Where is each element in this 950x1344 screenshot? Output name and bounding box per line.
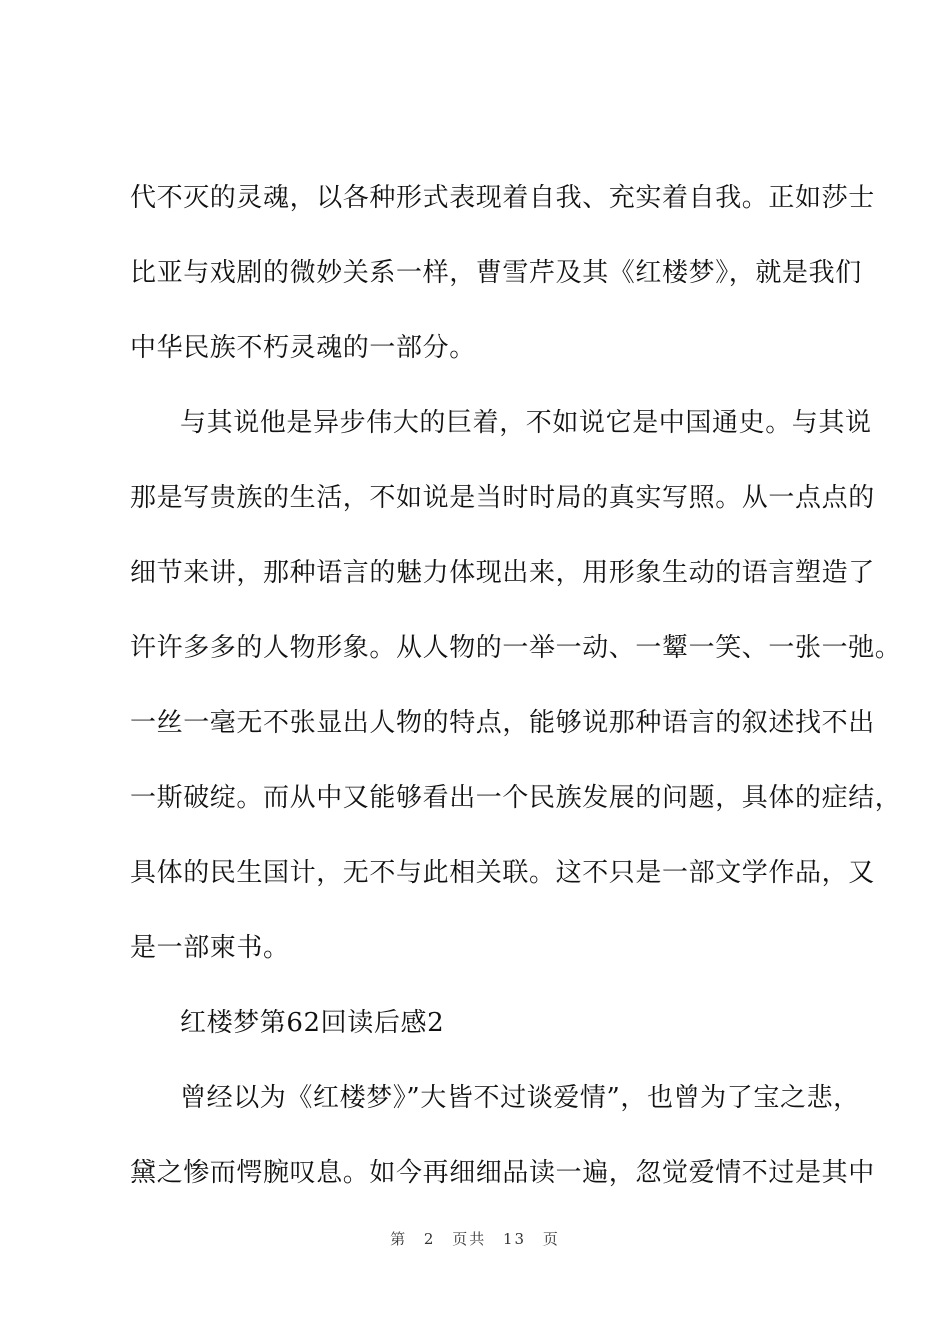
text-line: 那是写贵族的生活，不如说是当时时局的真实写照。从一点点的 [130,483,875,513]
text-line: 与其说他是异步伟大的巨着，不如说它是中国通史。与其说 [180,408,872,438]
text-line: 是一部柬书。 [130,933,290,963]
footer-prefix: 第 [390,1230,408,1248]
text-line: 具体的民生国计，无不与此相关联。这不只是一部文学作品，又 [130,858,875,888]
footer-page-number: 2 [423,1230,436,1248]
page-footer [0,1228,950,1249]
section-heading: 红楼梦第62回读后感2 [180,1008,445,1038]
text-line: 黛之惨而愕腕叹息。如今再细细品读一遍，忽觉爱情不过是其中 [130,1158,875,1188]
text-line: 细节来讲，那种语言的魅力体现出来，用形象生动的语言塑造了 [130,558,875,588]
footer-suffix: 页 [542,1230,560,1248]
text-line: 比亚与戏剧的微妙关系一样，曹雪芹及其《红楼梦》，就是我们 [130,258,862,288]
text-line: 曾经以为《红楼梦》”大皆不过谈爱情”，也曾为了宝之悲， [180,1083,860,1113]
footer-total-pages: 13 [503,1230,527,1248]
footer-middle: 页共 [452,1230,487,1248]
text-line: 一丝一毫无不张显出人物的特点，能够说那种语言的叙述找不出 [130,708,875,738]
text-line: 代不灭的灵魂，以各种形式表现着自我、充实着自我。正如莎士 [130,183,875,213]
text-line: 许许多多的人物形象。从人物的一举一动、一颦一笑、一张一弛。 [130,633,902,663]
text-line: 一斯破绽。而从中又能够看出一个民族发展的问题，具体的症结， [130,783,902,813]
text-line: 中华民族不朽灵魂的一部分。 [130,333,476,363]
